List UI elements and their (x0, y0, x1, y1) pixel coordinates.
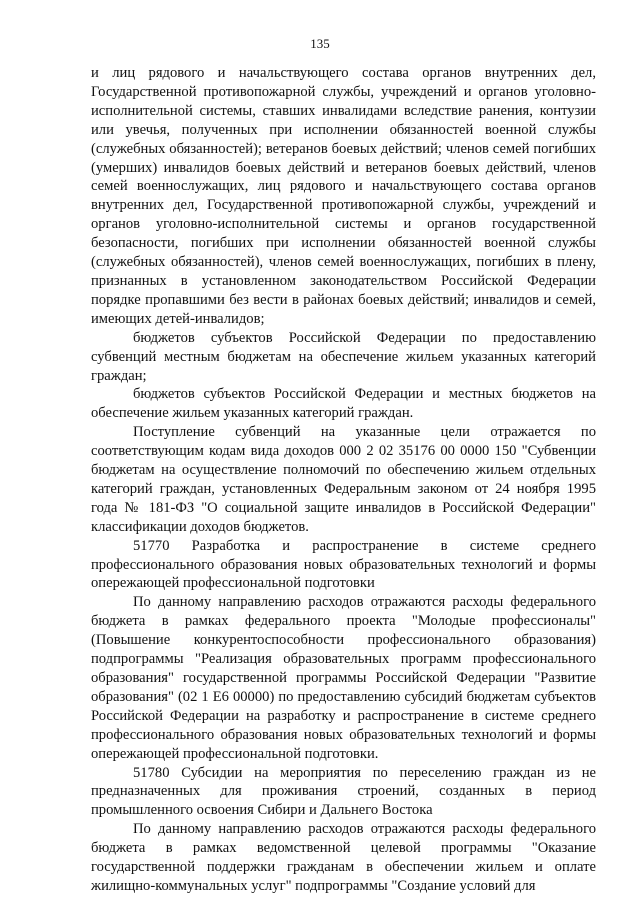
paragraph-2: бюджетов субъектов Российской Федерации по предоставлению субвенций местным бюджетам на обеспечение жильем указанных категорий граждан; (91, 329, 596, 384)
page-number: 135 (310, 36, 330, 51)
paragraph-4: Поступление субвенций на указанные цели отражается по соответствующим кодам вида доходов 000 2 02 35176 00 0000 150 "Субвенции бюджетам на осуществление полномочий по обеспечению жильем отдельных категорий граждан, установленных Федеральным законом от 24 ноября 1995 года № 181-ФЗ "О социальной защите инвалидов в Российской Федерации" классификации доходов бюджетов. (91, 424, 596, 535)
paragraph-6: По данному направлению расходов отражаются расходы федерального бюджета в рамках федерального проекта "Молодые профессионалы" (Повышение конкурентоспособности профессионального образования) подпрограммы "Реализация образовательных программ профессионального образования" государственной программы Российской Федерации "Развитие образования" (02 1 Е6 00000) по предоставлению субсидий бюджетам субъектов Российской Федерации на разработку и распространение в системе среднего профессионального образования новых образовательных технологий и формы опережающей профессиональной подготовки. (91, 594, 596, 762)
paragraph-3: бюджетов субъектов Российской Федерации и местных бюджетов на обеспечение жильем указанных категорий граждан. (91, 386, 596, 422)
body-text (91, 64, 596, 896)
section-heading-51770: 51770 Разработка и распространение в системе среднего профессионального образования новых образовательных технологий и формы опережающей профессиональной подготовки (91, 537, 596, 592)
paragraph-8: По данному направлению расходов отражаются расходы федерального бюджета в рамках ведомственной целевой программы "Оказание государственной поддержки гражданам в обеспечении жильем и оплате жилищно-коммунальных услуг" подпрограммы "Создание условий для (91, 821, 596, 894)
paragraph-1: и лиц рядового и начальствующего состава органов внутренних дел, Государственной противопожарной службы, учреждений и органов уголовно-исполнительной системы, ставших инвалидами вследствие ранения, контузии или увечья, полученных при исполнении обязанностей военной службы (служебных обязанностей); ветеранов боевых действий; членов семей погибших (умерших) инвалидов боевых действий и ветеранов боевых действий, членов семей военнослужащих, лиц рядового и начальствующего состава органов внутренних дел, Государственной противопожарной службы, учреждений и органов уголовно-исполнительной системы и органов государственной безопасности, погибших при исполнении обязанностей военной службы (служебных обязанностей), членов семей военнослужащих, погибших в плену, признанных в установленном законодательством Российской Федерации порядке пропавшими без вести в районах боевых действий; инвалидов и семей, имеющих детей-инвалидов; (91, 65, 596, 327)
section-heading-51780: 51780 Субсидии на мероприятия по переселению граждан из не предназначенных для проживания строений, созданных в период промышленного освоения Сибири и Дальнего Востока (91, 764, 596, 819)
